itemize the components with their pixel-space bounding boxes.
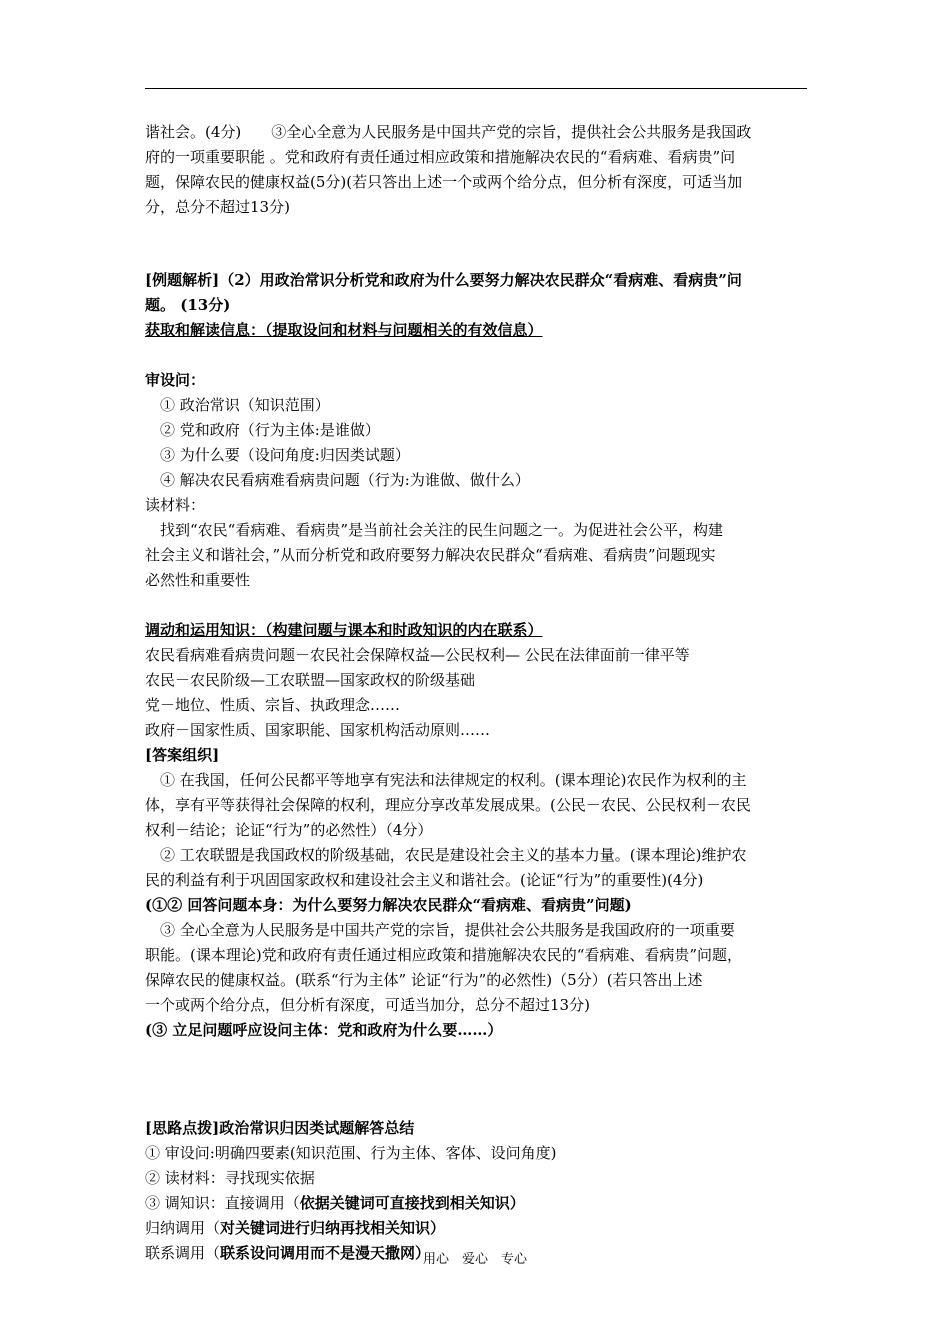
list-item-emphasis: 联系设问调用而不是漫天撒网） xyxy=(220,1244,431,1262)
answer-note: (③ 立足问题呼应设问主体：党和政府为什么要……） xyxy=(145,1021,503,1039)
text-line: 题，保障农民的健康权益(5分)(若只答出上述一个或两个给分点，但分析有深度，可适当加 xyxy=(145,173,743,191)
list-item-emphasis: 依据关键词可直接找到相关知识） xyxy=(299,1194,525,1212)
example-heading: [例题解析]（2）用政治常识分析党和政府为什么要努力解决农民群众“看病难、看病贵”问 xyxy=(145,271,742,289)
list-item: ① 审设问:明确四要素(知识范围、行为主体、客体、设问角度) xyxy=(145,1144,557,1162)
document-body xyxy=(145,120,813,1266)
text-line: ② 工农联盟是我国政权的阶级基础，农民是建设社会主义的基本力量。(课本理论)维护农 xyxy=(145,846,747,864)
text-line: 一个或两个给分点，但分析有深度，可适当加分，总分不超过13分) xyxy=(145,996,590,1014)
text-line: 农民－农民阶级—工农联盟—国家政权的阶级基础 xyxy=(145,671,476,689)
subheading-question: 审设问： xyxy=(145,371,206,389)
text-line: 找到“农民“看病难、看病贵”是当前社会关注的民生问题之一。为促进社会公平，构建 xyxy=(145,521,724,539)
list-item: ② 党和政府（行为主体:是谁做） xyxy=(160,421,380,439)
page-footer: 用心 爱心 专心 xyxy=(422,1252,527,1267)
text-line: 谐社会。(4分) ③全心全意为人民服务是中国共产党的宗旨，提供社会公共服务是我国政 xyxy=(145,123,752,141)
spacer xyxy=(145,1091,813,1116)
spacer xyxy=(145,220,813,268)
list-item: ③ 为什么要（设问角度:归因类试题） xyxy=(160,446,410,464)
list-item: ② 读材料：寻找现实依据 xyxy=(145,1169,315,1187)
text-line: 府的一项重要职能 。党和政府有责任通过相应政策和措施解决农民的“看病难、看病贵”问 xyxy=(145,148,736,166)
section-heading-answer: [答案组织] xyxy=(145,746,220,764)
text-line: 必然性和重要性 xyxy=(145,571,251,589)
list-item-label: 联系调用（ xyxy=(145,1244,221,1262)
list-item-label: ③ 调知识：直接调用（ xyxy=(145,1194,300,1212)
section-heading-info: 获取和解读信息：（提取设问和材料与问题相关的有效信息） xyxy=(145,321,543,339)
text-line: 党－地位、性质、宗旨、执政理念…… xyxy=(145,696,401,714)
subheading-material: 读材料： xyxy=(145,496,206,514)
text-line: 社会主义和谐社会，”从而分析党和政府要努力解决农民群众“看病难、看病贵”问题现实 xyxy=(145,546,716,564)
text-line: 保障农民的健康权益。(联系“行为主体” 论证“行为”的必然性)（5分）(若只答出上述 xyxy=(145,971,703,989)
list-item xyxy=(145,1191,813,1216)
list-item-emphasis: 对关键词进行归纳再找相关知识） xyxy=(220,1219,446,1237)
spacer xyxy=(145,343,813,368)
example-heading: 题。 (13分) xyxy=(145,296,231,314)
text-line: 权利－结论；论证“行为”的必然性）（4分） xyxy=(145,821,433,839)
text-line: 民的利益有利于巩固国家政权和建设社会主义和谐社会。(论证“行为”的重要性)(4分) xyxy=(145,871,704,889)
text-line: 职能。(课本理论)党和政府有责任通过相应政策和措施解决农民的“看病难、看病贵”问题， xyxy=(145,946,743,964)
answer-note: (①② 回答问题本身：为什么要努力解决农民群众“看病难、看病贵”问题) xyxy=(145,896,632,914)
text-line: 分，总分不超过13分) xyxy=(145,198,290,216)
spacer xyxy=(145,593,813,618)
text-line: 农民看病难看病贵问题－农民社会保障权益—公民权利— 公民在法律面前一律平等 xyxy=(145,646,690,664)
text-line: ① 在我国，任何公民都平等地享有宪法和法律规定的权利。(课本理论)农民作为权利的主 xyxy=(145,771,747,789)
section-heading-tips: [思路点拨]政治常识归因类试题解答总结 xyxy=(145,1119,415,1137)
text-line: ③ 全心全意为人民服务是中国共产党的宗旨，提供社会公共服务是我国政府的一项重要 xyxy=(145,921,735,939)
list-item-label: 归纳调用（ xyxy=(145,1219,221,1237)
text-line: 政府－国家性质、国家职能、国家机构活动原则…… xyxy=(145,721,491,739)
header-rule xyxy=(145,88,807,89)
list-item xyxy=(145,1216,813,1241)
section-heading-knowledge: 调动和运用知识：（构建问题与课本和时政知识的内在联系） xyxy=(145,621,543,639)
text-line: 体，享有平等获得社会保障的权利，理应分享改革发展成果。(公民－农民、公民权利－农民 xyxy=(145,796,751,814)
list-item: ④ 解决农民看病难看病贵问题（行为:为谁做、做什么） xyxy=(160,471,530,489)
spacer xyxy=(145,1043,813,1091)
list-item: ① 政治常识（知识范围） xyxy=(160,396,330,414)
